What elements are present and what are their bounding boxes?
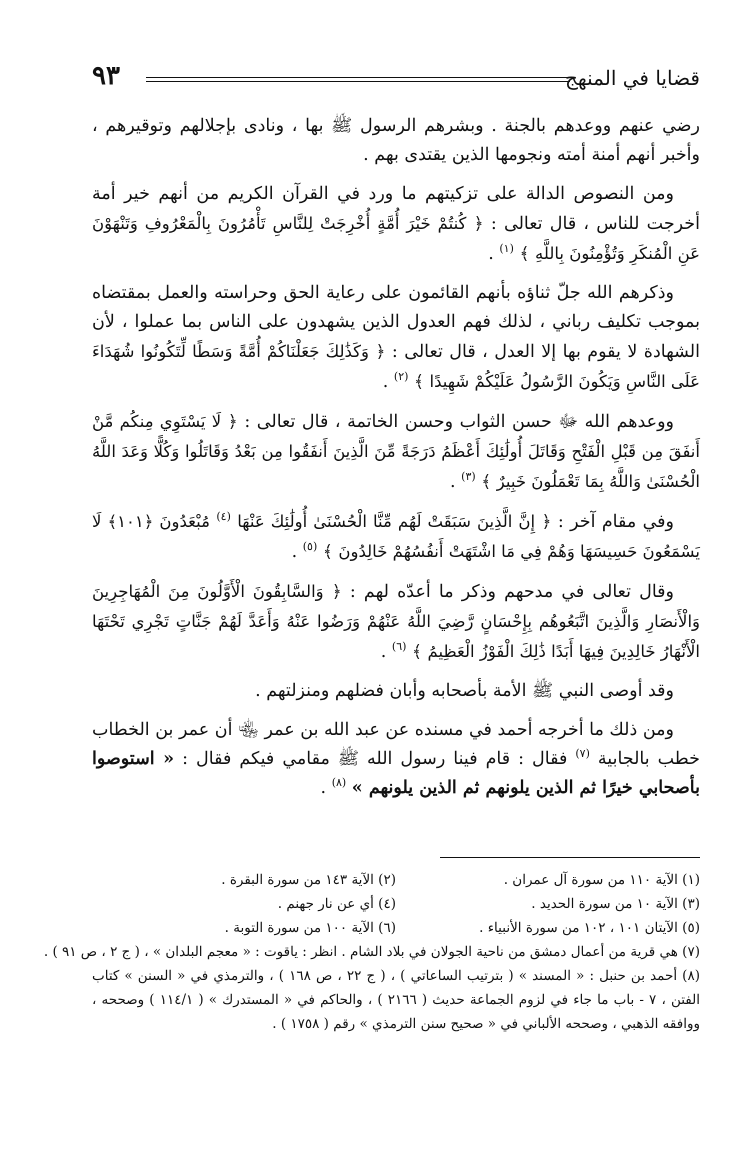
paragraph-7: وقد أوصى النبي ﷺ الأمة بأصحابه وأبان فضلهم ومنزلتهم . [255,681,674,701]
footnote-4: (٤) أي عن نار جهنم . [277,896,396,912]
quran-bracket-close: ﴾ [414,372,424,392]
quran-bracket-open: ﴿ [375,342,386,362]
quran-quote: وَكَذَٰلِكَ جَعَلْنَاكُمْ أُمَّةً وَسَطًا لِّتَكُونُوا شُهَدَاءَ عَلَى النَّاسِ وَيَكُونَ الرَّسُولُ عَلَيْكُمْ شَهِيدًا [92,342,700,391]
paragraph-1: رضي عنهم ووعدهم بالجنة . وبشرهم الرسول ﷺ بها ، ونادى بإجلالهم وتوقيرهم ، وأخبر أنهم أمنة أمته ونجومها الذين يقتدى بهم . [92,116,700,165]
footnote-ref[interactable]: (٨) [331,776,347,790]
footnote-ref[interactable]: (٣) [461,470,476,484]
footnote-ref[interactable]: (٦) [391,640,407,654]
quran-quote: لَا يَسْتَوِي مِنكُم مَّنْ أَنفَقَ مِن قَبْلِ الْفَتْحِ وَقَاتَلَ أُولَٰئِكَ أَعْظَمُ دَرَجَةً مِّنَ الَّذِينَ أَنفَقُوا مِن بَعْدُ وَقَاتَلُوا وَكُلًّا وَعَدَ اللَّهُ الْحُسْنَىٰ وَاللَّهُ بِمَا تَعْمَلُونَ خَبِيرٌ [92,412,700,491]
page-header [92,58,700,98]
footnote-3: (٣) الآية ١٠ من سورة الحديد . [531,896,700,912]
paragraph-3: وذكرهم الله جلّ ثناؤه بأنهم القائمون على رعاية الحق وحراسته والعمل بمقتضاه بموجب تكليف رباني ، لذلك فهم العدول الذين يشهدون على الناس بما عملوا ، لأن الشهادة لا يقوم بها إلا العدل ، قال تعالى : ﴿ وَكَذَٰلِكَ جَعَلْنَاكُمْ أُمَّةً وَسَطًا لِّتَكُونُوا شُهَدَاءَ عَلَى النَّاسِ وَيَكُونَ الرَّسُولُ عَلَيْكُمْ شَهِيدًا ﴾ $^{(٢)}$ . [92,283,700,392]
quran-bracket-open: ﴿ [541,512,552,532]
quran-quote-continued: مُبْعَدُونَ ﴿١٠١﴾ لَا يَسْمَعُونَ حَسِيسَهَا وَهُمْ فِي مَا اشْتَهَتْ أَنفُسُهُمْ خَالِدُونَ [92,512,700,561]
quran-quote: إِنَّ الَّذِينَ سَبَقَتْ لَهُم مِّنَّا الْحُسْنَىٰ أُولَٰئِكَ عَنْهَا [237,512,536,531]
quran-bracket-close: ﴾ [519,244,530,264]
paragraph-6: وقال تعالى في مدحهم وذكر ما أعدّه لهم : ﴿ وَالسَّابِقُونَ الْأَوَّلُونَ مِنَ الْمُهَاجِرِينَ وَالْأَنصَارِ وَالَّذِينَ اتَّبَعُوهُم بِإِحْسَانٍ رَّضِيَ اللَّهُ عَنْهُمْ وَرَضُوا عَنْهُ وَأَعَدَّ لَهُمْ جَنَّاتٍ تَجْرِي تَحْتَهَا الْأَنْهَارُ خَالِدِينَ فِيهَا أَبَدًا ذَٰلِكَ الْفَوْزُ الْعَظِيمُ ﴾ $^{(٦)}$ . [92,582,700,662]
footnote-7: (٧) هي قرية من أعمال دمشق من ناحية الجولان في بلاد الشام . انظر : ياقوت : « معجم البلدان » ، ( ج ٢ ، ص ٩١ ) . [43,944,700,960]
page-number: ٩٣ [92,61,120,91]
footnote-ref[interactable]: (١) [499,242,514,256]
footnote-ref[interactable]: (٥) [302,540,318,554]
paragraph-8: ومن ذلك ما أخرجه أحمد في مسنده عن عبد الله بن عمر ﵄ أن عمر بن الخطاب خطب بالجابية $^{(٧)}$ فقال : قام فينا رسول الله ﷺ مقامي فيكم فقال : « استوصوا بأصحابي خيرًا ثم الذين يلونهم ثم الذين يلونهم » $^{(٨)}$ . [92,720,700,798]
footnote-8: (٨) أحمد بن حنبل : « المسند » ( بترتيب الساعاتي ) ، ( ج ٢٢ ، ص ١٦٨ ) ، والترمذي في « السنن » كتاب الفتن ، ٧ - باب ما جاء في لزوم الجماعة حديث ( ٢١٦٦ ) ، والحاكم في « المستدرك » ( ١١٤/١ ) وصححه ، ووافقه الذهبي ، وصححه الألباني في « صحيح سنن الترمذي » رقم ( ١٧٥٨ ) . [92,968,700,1032]
quran-bracket-close: ﴾ [481,472,492,492]
header-rule-double [146,81,570,82]
footnotes [43,868,700,1036]
quran-bracket-open: ﴿ [227,412,238,432]
footnote-row [92,868,700,892]
header-rule [146,77,570,78]
footnote-ref[interactable]: (٧) [575,747,590,761]
footnote-ref[interactable]: (٢) [393,370,409,384]
footnote-6: (٦) الآية ١٠٠ من سورة التوبة . [224,920,396,936]
running-title: قضايا في المنهج [565,66,700,90]
paragraph-5: وفي مقام آخر : ﴿ إِنَّ الَّذِينَ سَبَقَتْ لَهُم مِّنَّا الْحُسْنَىٰ أُولَٰئِكَ عَنْهَا $^{(٤)}$ مُبْعَدُونَ ﴿١٠١﴾ لَا يَسْمَعُونَ حَسِيسَهَا وَهُمْ فِي مَا اشْتَهَتْ أَنفُسُهُمْ خَالِدُونَ ﴾ $^{(٥)}$ . [92,510,700,562]
footnote-row [92,916,700,940]
quran-bracket-close: ﴾ [322,542,333,562]
paragraph-2: ومن النصوص الدالة على تزكيتهم ما ورد في القرآن الكريم من أنهم خير أمة أخرجت للناس ، قال تعالى : ﴿ كُنتُمْ خَيْرَ أُمَّةٍ أُخْرِجَتْ لِلنَّاسِ تَأْمُرُونَ بِالْمَعْرُوفِ وَتَنْهَوْنَ عَنِ الْمُنكَرِ وَتُؤْمِنُونَ بِاللَّهِ ﴾ $^{(١)}$ . [92,184,700,264]
footnote-divider [440,857,700,858]
quran-bracket-close: ﴾ [412,642,422,662]
footnote-1: (١) الآية ١١٠ من سورة آل عمران . [503,872,700,888]
hadith-quote: « استوصوا بأصحابي خيرًا ثم الذين يلونهم ثم الذين يلونهم » [92,749,700,798]
footnote-row [92,892,700,916]
footnote-2: (٢) الآية ١٤٣ من سورة البقرة . [221,872,396,888]
quran-quote: وَالسَّابِقُونَ الْأَوَّلُونَ مِنَ الْمُهَاجِرِينَ وَالْأَنصَارِ وَالَّذِينَ اتَّبَعُوهُم بِإِحْسَانٍ رَّضِيَ اللَّهُ عَنْهُمْ وَرَضُوا عَنْهُ وَأَعَدَّ لَهُمْ جَنَّاتٍ تَجْرِي تَحْتَهَا الْأَنْهَارُ خَالِدِينَ فِيهَا أَبَدًا ذَٰلِكَ الْفَوْزُ الْعَظِيمُ [92,582,700,661]
quran-bracket-open: ﴿ [331,582,342,602]
footnote-5: (٥) الآيتان ١٠١ ، ١٠٢ من سورة الأنبياء . [479,920,700,936]
footnote-ref[interactable]: (٤) [216,510,231,524]
paragraph-4: ووعدهم الله ﷻ حسن الثواب وحسن الخاتمة ، قال تعالى : ﴿ لَا يَسْتَوِي مِنكُم مَّنْ أَنفَقَ مِن قَبْلِ الْفَتْحِ وَقَاتَلَ أُولَٰئِكَ أَعْظَمُ دَرَجَةً مِّنَ الَّذِينَ أَنفَقُوا مِن بَعْدُ وَقَاتَلُوا وَكُلًّا وَعَدَ اللَّهُ الْحُسْنَىٰ وَاللَّهُ بِمَا تَعْمَلُونَ خَبِيرٌ ﴾ $^{(٣)}$ . [92,412,700,492]
quran-bracket-open: ﴿ [473,214,484,234]
main-text [92,112,700,813]
quran-quote: كُنتُمْ خَيْرَ أُمَّةٍ أُخْرِجَتْ لِلنَّاسِ تَأْمُرُونَ بِالْمَعْرُوفِ وَتَنْهَوْنَ عَنِ الْمُنكَرِ وَتُؤْمِنُونَ بِاللَّهِ [92,214,700,263]
